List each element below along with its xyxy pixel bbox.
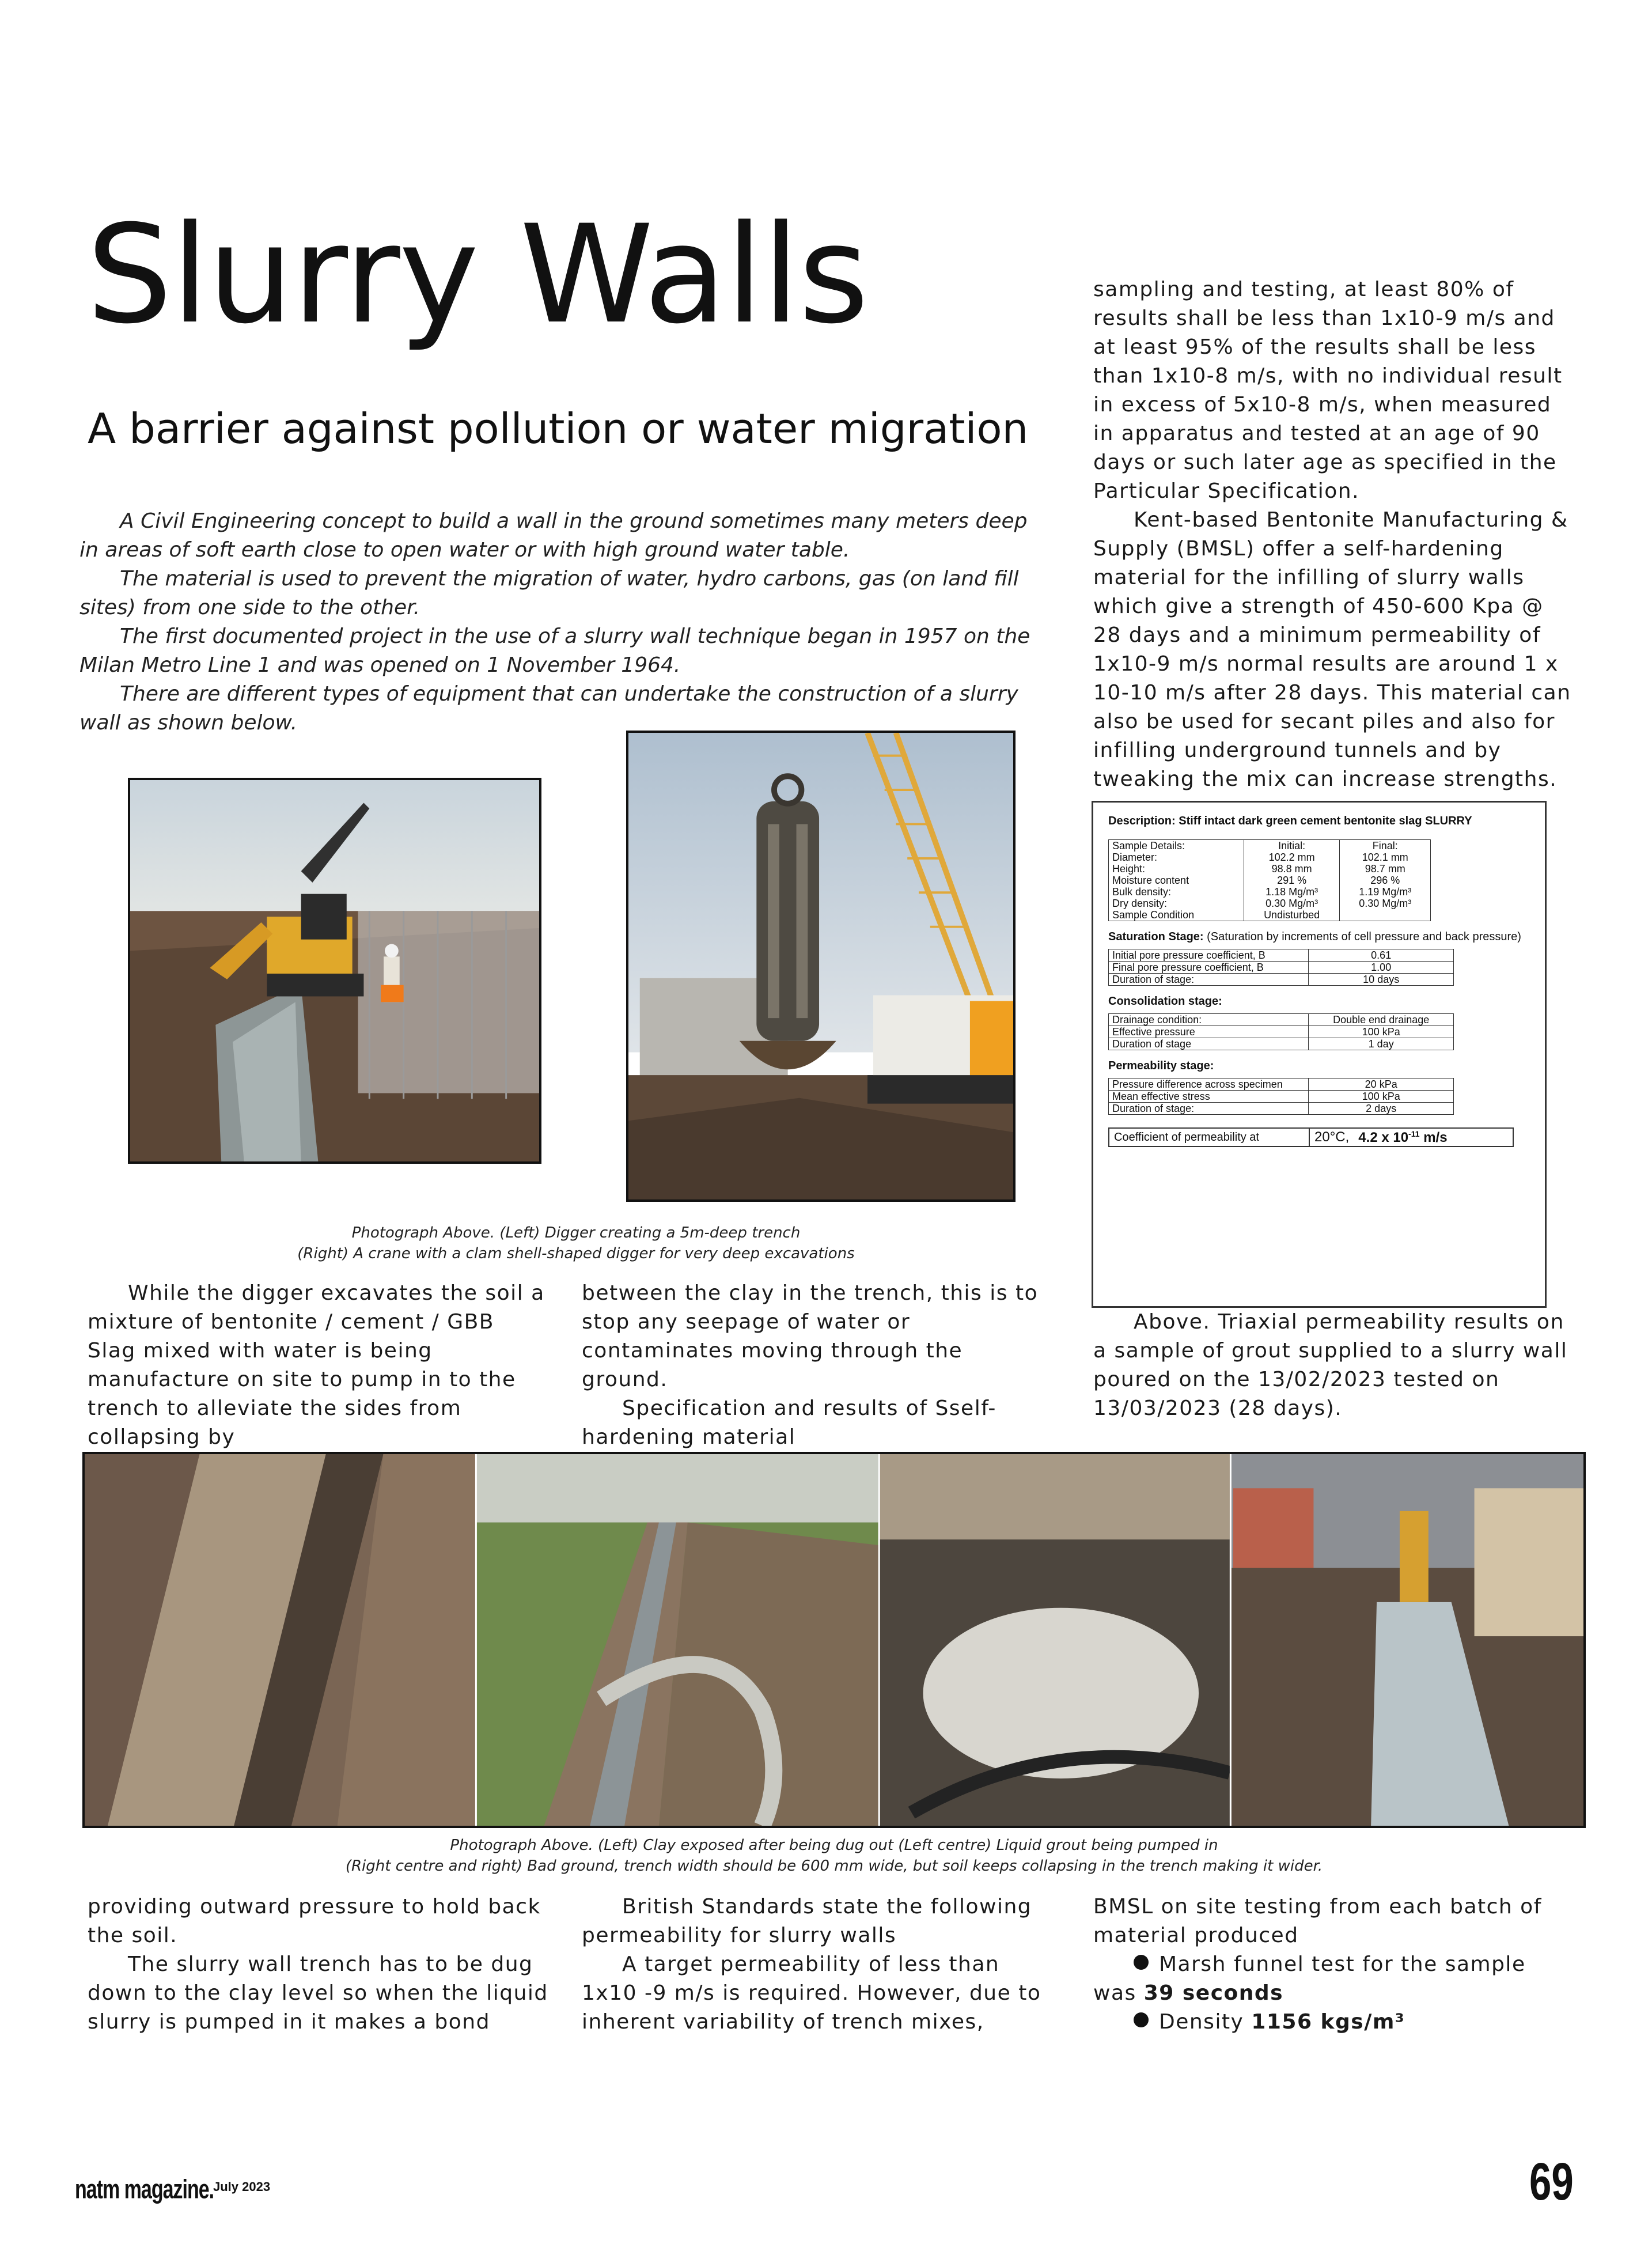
marsh-funnel-bullet	[1093, 1950, 1560, 2008]
bottom-left-paragraph: providing outward pressure to hold back the soil.	[88, 1895, 541, 1947]
table-cell: Duration of stage	[1109, 1038, 1309, 1050]
table-row	[1109, 886, 1431, 898]
table-cell: Initial:	[1244, 840, 1340, 852]
bottom-center-paragraph: British Standards state the following permeability for slurry walls	[582, 1895, 1032, 1947]
consolidation-table	[1108, 1013, 1454, 1050]
magazine-name: natm magazine.	[75, 2175, 214, 2205]
table-cell	[1340, 909, 1431, 921]
table-cell: 0.30 Mg/m³	[1244, 898, 1340, 909]
mid-left-text	[88, 1279, 548, 1452]
table-cell: Final pore pressure coefficient, B	[1109, 962, 1309, 974]
coefficient-exponent: -11	[1408, 1129, 1420, 1138]
testing-intro: BMSL on site testing from each batch of material produced	[1093, 1895, 1542, 1947]
intro-paragraph: There are different types of equipment that can undertake the construction of a slurry wall as shown below.	[79, 682, 1018, 735]
table-row	[1109, 1026, 1454, 1038]
table-cell: Drainage condition:	[1109, 1014, 1309, 1026]
table-cell: 10 days	[1309, 974, 1454, 986]
permeability-table	[1108, 1078, 1454, 1115]
table-cell: Sample Details:	[1109, 840, 1244, 852]
table-cell: Effective pressure	[1109, 1026, 1309, 1038]
table-row	[1109, 875, 1431, 886]
table-row	[1109, 840, 1431, 852]
bottom-right-text	[1093, 1893, 1560, 2037]
table-cell: Diameter:	[1109, 852, 1244, 863]
table-cell: Dry density:	[1109, 898, 1244, 909]
bullet-text: Density	[1159, 2010, 1244, 2034]
article-title: Slurry Walls	[86, 196, 868, 354]
table-row	[1109, 898, 1431, 909]
table-cell: 100 kPa	[1309, 1091, 1454, 1103]
spec-heading-paragraph: Specification and results of Sself-hardening material	[582, 1397, 996, 1449]
table-cell: 291 %	[1244, 875, 1340, 886]
coefficient-temp: 20°C,	[1314, 1129, 1350, 1145]
permeability-heading: Permeability stage:	[1108, 1059, 1214, 1072]
table-row	[1109, 1038, 1454, 1050]
table-row	[1109, 1079, 1454, 1091]
table-cell: 1.19 Mg/m³	[1340, 886, 1431, 898]
table-cell: 98.8 mm	[1244, 863, 1340, 875]
table-row	[1109, 962, 1454, 974]
table-row	[1109, 1014, 1454, 1026]
saturation-heading	[1108, 929, 1530, 944]
coefficient-row	[1108, 1127, 1514, 1147]
mid-center-paragraph: between the clay in the trench, this is to stop any seepage of water or contaminates moving through the ground.	[582, 1281, 1039, 1391]
table-cell: 1 day	[1309, 1038, 1454, 1050]
caption-line: (Right centre and right) Bad ground, trench width should be 600 mm wide, but soil keeps collapsing in the trench making it wider.	[345, 1857, 1323, 1875]
table-row	[1109, 1091, 1454, 1103]
caption-line: (Right) A crane with a clam shell-shaped digger for very deep excavations	[297, 1245, 855, 1262]
intro-paragraph: The material is used to prevent the migration of water, hydro carbons, gas (on land fill sites) from one side to the other.	[79, 567, 1019, 619]
bmsl-paragraph: Kent-based Bentonite Manufacturing & Supply (BMSL) offer a self-hardening material for the infilling of slurry walls which give a strength of 450-600 Kpa @ 28 days and a minimum permeability of 1x10-9 m/s normal results are around 1 x 10-10 m/s after 28 days. This material can also be used for secant piles and also for infilling underground tunnels and by tweaking the mix can increase strengths.	[1093, 508, 1571, 791]
table-cell: Bulk density:	[1109, 886, 1244, 898]
table-cell: 100 kPa	[1309, 1026, 1454, 1038]
mid-center-text	[582, 1279, 1048, 1452]
table-row	[1109, 1103, 1454, 1115]
table-row	[1109, 863, 1431, 875]
intro-paragraph: A Civil Engineering concept to build a wall in the ground sometimes many meters deep in areas of soft earth close to open water or with high ground water table.	[79, 509, 1028, 562]
intro-text	[79, 507, 1047, 737]
table-cell: Sample Condition	[1109, 909, 1244, 921]
article-subtitle: A barrier against pollution or water migration	[88, 404, 1029, 453]
table-row	[1109, 852, 1431, 863]
coefficient-mantissa: 4.2 x 10	[1358, 1129, 1409, 1145]
density-bullet	[1093, 2008, 1560, 2037]
table-cell: Final:	[1340, 840, 1431, 852]
bullet-value: 39 seconds	[1143, 1981, 1284, 2005]
crane-photo	[626, 731, 1016, 1202]
table-cell: Height:	[1109, 863, 1244, 875]
right-column-text	[1093, 275, 1571, 794]
mid-right-text	[1093, 1308, 1577, 1423]
table-cell: Initial pore pressure coefficient, B	[1109, 949, 1309, 962]
table-row	[1109, 909, 1431, 921]
bullet-value: 1156 kgs/m³	[1251, 2010, 1405, 2034]
table-caption-paragraph: Above. Triaxial permeability results on a sample of grout supplied to a slurry wall poured on the 13/02/2023 tested on 13/03/2023 (28 days).	[1093, 1310, 1568, 1420]
table-cell: 20 kPa	[1309, 1079, 1454, 1091]
photo-strip	[82, 1452, 1586, 1828]
results-description: Description: Stiff intact dark green cement bentonite slag SLURRY	[1108, 815, 1472, 827]
caption-line: Photograph Above. (Left) Digger creating a 5m-deep trench	[351, 1224, 801, 1242]
table-row	[1109, 949, 1454, 962]
table-cell: Double end drainage	[1309, 1014, 1454, 1026]
saturation-table	[1108, 949, 1454, 986]
table-cell: Moisture content	[1109, 875, 1244, 886]
table-cell: Duration of stage:	[1109, 974, 1309, 986]
bullet-text: Marsh funnel test for the sample was	[1093, 1952, 1526, 2005]
bottom-photo-caption	[82, 1835, 1586, 1876]
bottom-left-text	[88, 1893, 554, 2037]
issue-date: July 2023	[213, 2179, 271, 2194]
table-cell: Undisturbed	[1244, 909, 1340, 921]
consolidation-heading: Consolidation stage:	[1108, 995, 1222, 1008]
digger-photo	[128, 778, 541, 1164]
coefficient-label: Coefficient of permeability at	[1109, 1129, 1310, 1146]
sample-details-table	[1108, 839, 1431, 921]
intro-paragraph: The first documented project in the use of a slurry wall technique began in 1957 on the Milan Metro Line 1 and was opened on 1 November 1964.	[79, 625, 1030, 677]
table-cell: 0.61	[1309, 949, 1454, 962]
table-cell: 102.2 mm	[1244, 852, 1340, 863]
table-cell: Mean effective stress	[1109, 1091, 1309, 1103]
coefficient-value	[1354, 1129, 1452, 1146]
table-cell: 98.7 mm	[1340, 863, 1431, 875]
table-cell: 2 days	[1309, 1103, 1454, 1115]
triaxial-results-table	[1092, 801, 1547, 1308]
table-cell: Duration of stage:	[1109, 1103, 1309, 1115]
saturation-note: (Saturation by increments of cell pressure and back pressure)	[1207, 930, 1521, 943]
bottom-center-paragraph: A target permeability of less than 1x10 -9 m/s is required. However, due to inherent variability of trench mixes,	[582, 1952, 1041, 2034]
coefficient-unit: m/s	[1423, 1129, 1448, 1145]
caption-line: Photograph Above. (Left) Clay exposed after being dug out (Left centre) Liquid grout being pumped in	[450, 1837, 1218, 1854]
table-cell: 296 %	[1340, 875, 1431, 886]
table-cell: 1.00	[1309, 962, 1454, 974]
saturation-title: Saturation Stage:	[1108, 930, 1204, 943]
table-row	[1109, 974, 1454, 986]
table-cell: 102.1 mm	[1340, 852, 1431, 863]
table-cell: 1.18 Mg/m³	[1244, 886, 1340, 898]
bullet-icon	[1134, 2012, 1149, 2027]
table-cell: 0.30 Mg/m³	[1340, 898, 1431, 909]
table-cell: Pressure difference across specimen	[1109, 1079, 1309, 1091]
bottom-center-text	[582, 1893, 1048, 2037]
bottom-left-paragraph: The slurry wall trench has to be dug down to the clay level so when the liquid slurry is pumped in it makes a bond	[88, 1952, 548, 2034]
top-photo-caption	[127, 1223, 1025, 1264]
mid-left-paragraph: While the digger excavates the soil a mixture of bentonite / cement / GBB Slag mixed with water is being manufacture on site to pump in to the trench to alleviate the sides from collapsing by	[88, 1281, 545, 1449]
page-number: 69	[1529, 2152, 1574, 2211]
spec-paragraph: sampling and testing, at least 80% of results shall be less than 1x10-9 m/s and at least 95% of the results shall be less than 1x10-8 m/s, with no individual result in excess of 5x10-8 m/s, when measured in apparatus and tested at an age of 90 days or such later age as specified in the Particular Specification.	[1093, 278, 1563, 503]
bullet-icon	[1134, 1955, 1149, 1970]
